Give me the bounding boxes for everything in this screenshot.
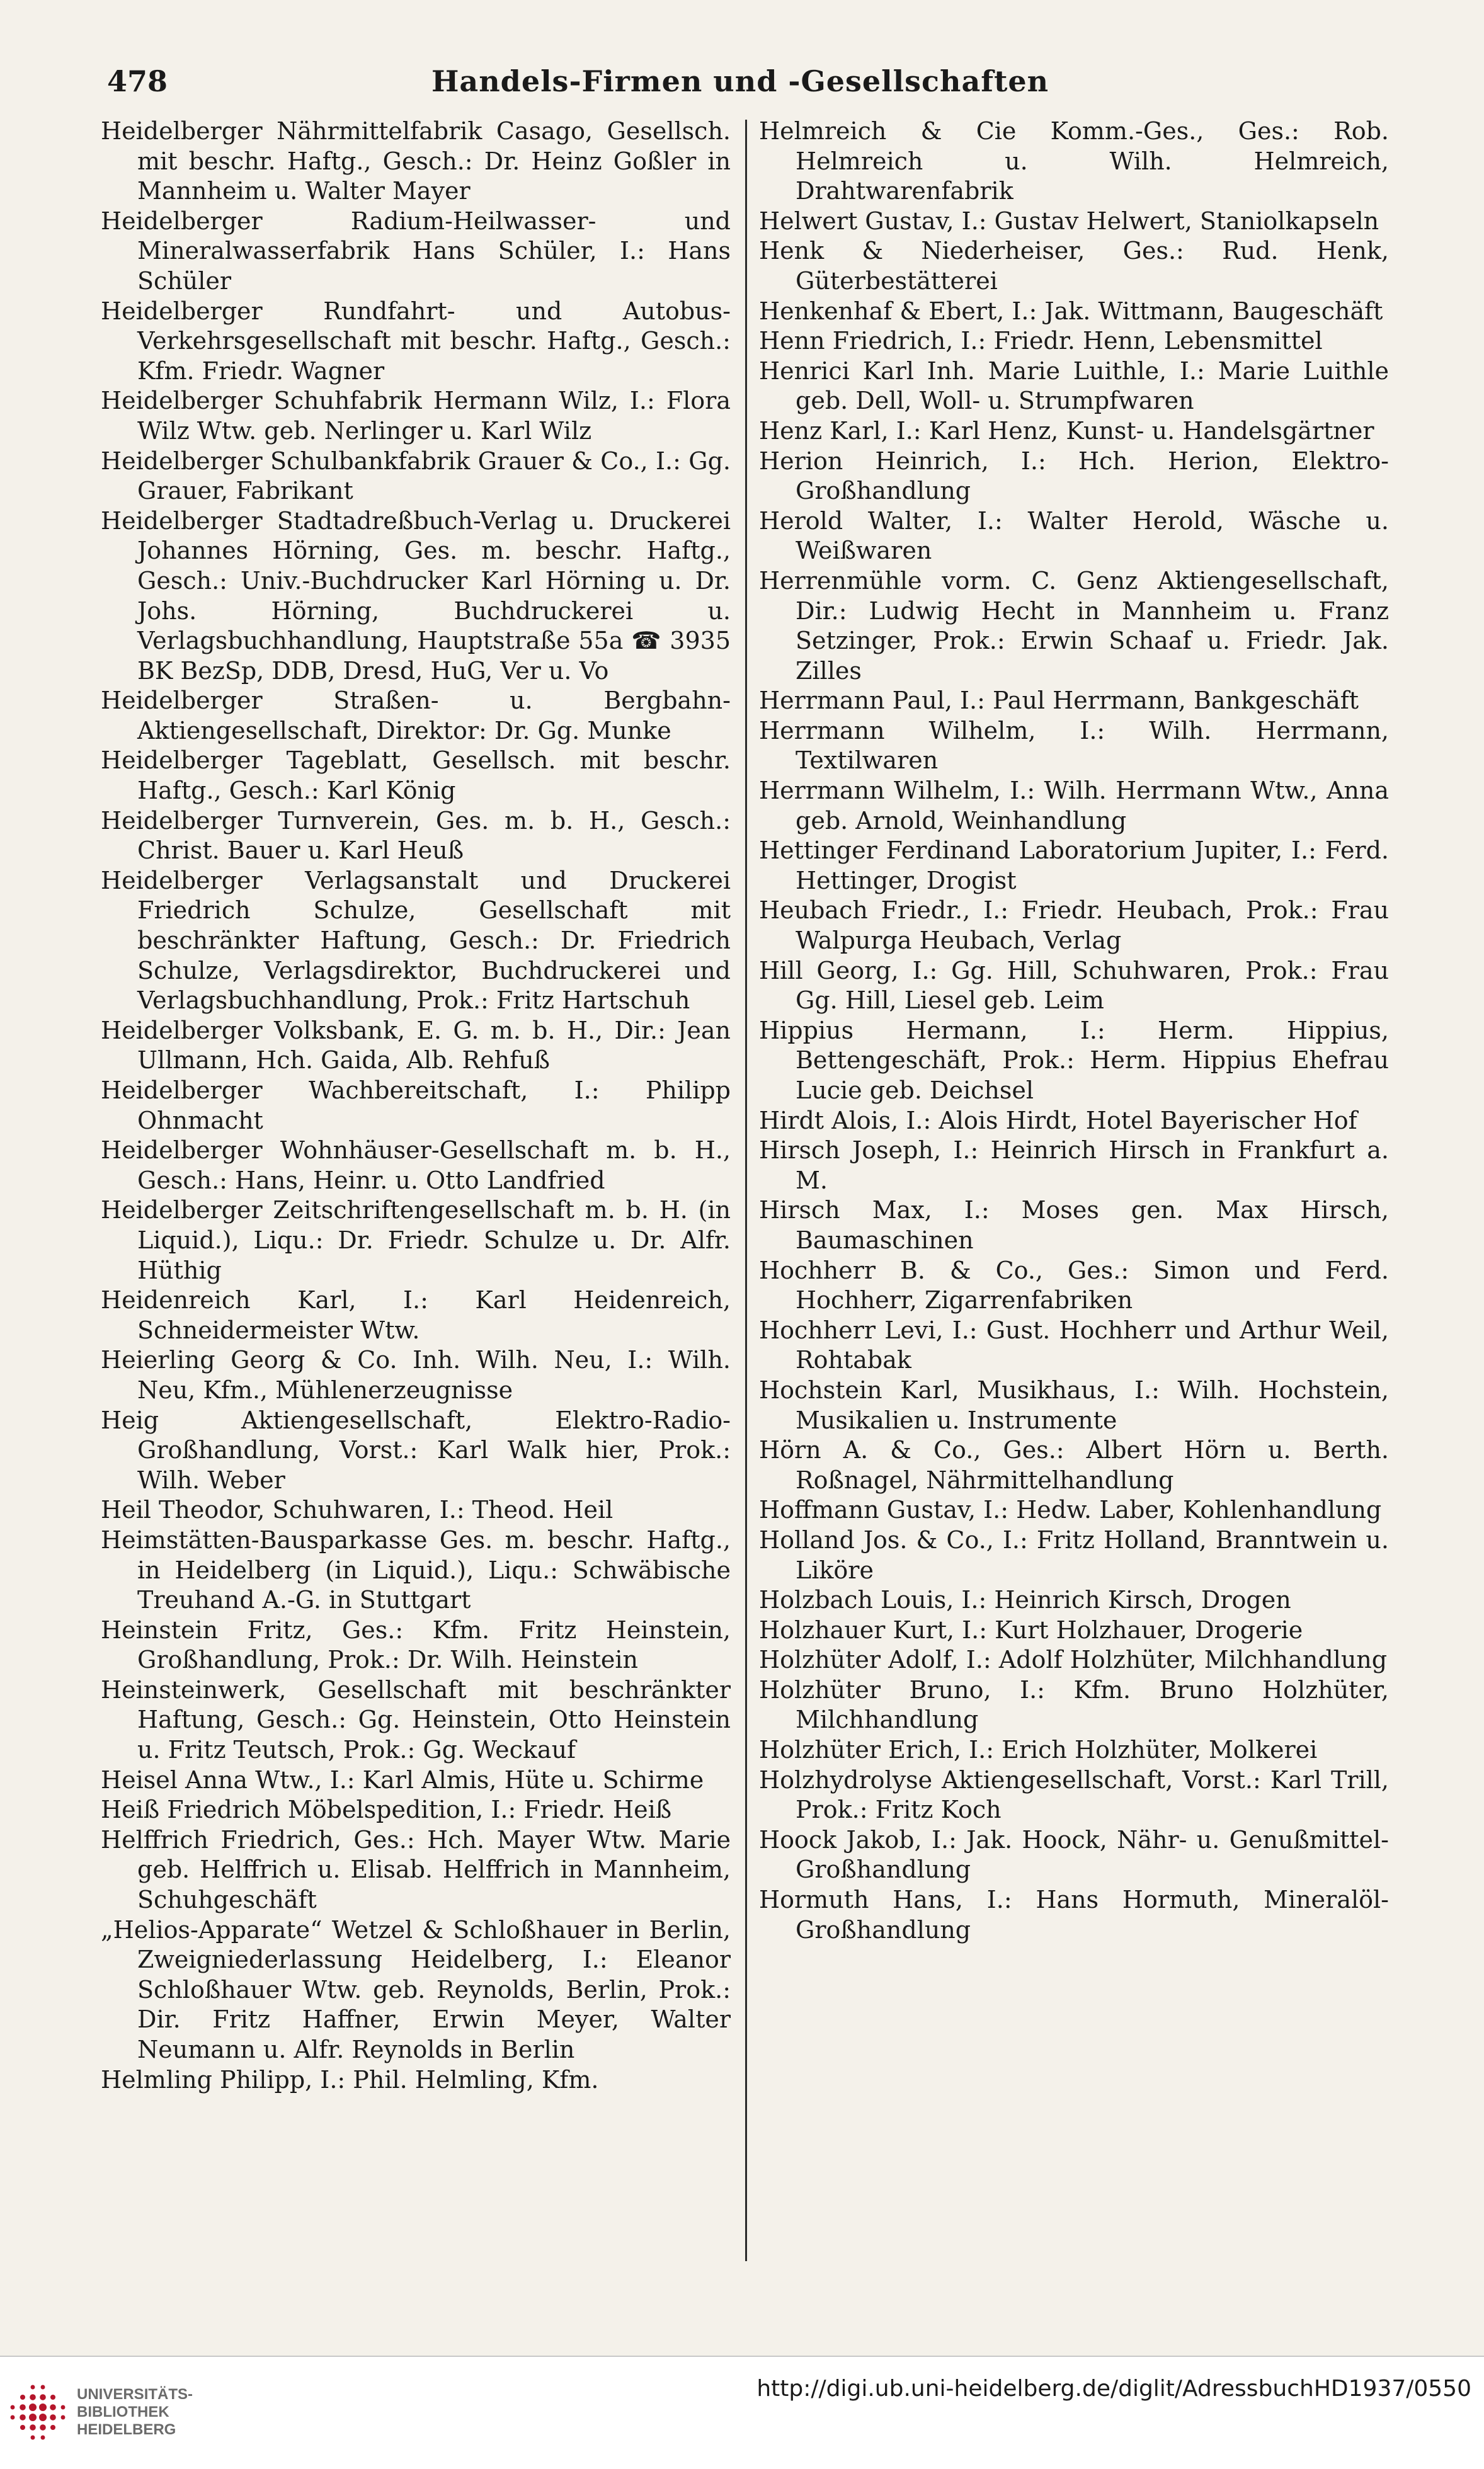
directory-entry: Heisel Anna Wtw., I.: Karl Almis, Hüte u. Schirme — [101, 1765, 704, 1794]
directory-entry: Heidenreich Karl, I.: Karl Heidenreich, Schneidermeister Wtw. — [101, 1286, 731, 1344]
directory-entry: Holzhauer Kurt, I.: Kurt Holzhauer, Drogerie — [759, 1616, 1303, 1644]
logo-dot — [39, 2403, 47, 2411]
directory-entry: Hettinger Ferdinand Laboratorium Jupiter, I.: Ferd. Hettinger, Drogist — [759, 836, 1389, 894]
directory-entry: Heiß Friedrich Möbelspedition, I.: Friedr. Heiß — [101, 1796, 672, 1824]
logo-dot — [31, 2385, 35, 2390]
directory-entry: Herion Heinrich, I.: Hch. Herion, Elektro-Großhandlung — [759, 447, 1389, 505]
directory-entry: Holzbach Louis, I.: Heinrich Kirsch, Drogen — [759, 1586, 1291, 1614]
directory-entry: Herrmann Wilhelm, I.: Wilh. Herrmann Wtw., Anna geb. Arnold, Weinhandlung — [759, 777, 1389, 835]
source-url-link[interactable]: http://digi.ub.uni-heidelberg.de/diglit/AdressbuchHD1937/0550 — [756, 2376, 1471, 2402]
directory-entry: Hill Georg, I.: Gg. Hill, Schuhwaren, Prok.: Frau Gg. Hill, Liesel geb. Leim — [759, 956, 1389, 1015]
directory-entry: Herrenmühle vorm. C. Genz Aktiengesellschaft, Dir.: Ludwig Hecht in Mannheim u. Franz Setzinger, Prok.: Erwin Schaaf u. Friedr. Jak. Zilles — [759, 566, 1389, 685]
logo-dot — [41, 2436, 45, 2440]
directory-entry: Helwert Gustav, I.: Gustav Helwert, Staniolkapseln — [759, 207, 1379, 235]
logo-dot — [61, 2405, 66, 2410]
logo-dot — [40, 2424, 46, 2431]
directory-entry: Henkenhaf & Ebert, I.: Jak. Wittmann, Baugeschäft — [759, 297, 1383, 325]
running-title: Handels-Firmen und -Gesellschaften — [431, 64, 1049, 98]
directory-entry: Hirsch Max, I.: Moses gen. Max Hirsch, Baumaschinen — [759, 1196, 1389, 1254]
directory-entry: Hochherr B. & Co., Ges.: Simon und Ferd. Hochherr, Zigarrenfabriken — [759, 1256, 1389, 1314]
logo-dot — [20, 2404, 26, 2410]
page-number: 478 — [107, 64, 168, 98]
logo-dot — [29, 2414, 37, 2421]
directory-entry: Heidelberger Volksbank, E. G. m. b. H., Dir.: Jean Ullmann, Hch. Gaida, Alb. Rehfuß — [101, 1016, 731, 1075]
logo-line: BIBLIOTHEK — [77, 2403, 169, 2421]
directory-entry: Heig Aktiengesellschaft, Elektro-Radio-Großhandlung, Vorst.: Karl Walk hier, Prok.: Wilh. Weber — [101, 1406, 731, 1494]
directory-entry: Heidelberger Wachbereitschaft, I.: Philipp Ohnmacht — [101, 1076, 731, 1134]
logo-dot — [30, 2424, 36, 2431]
logo-dot — [30, 2394, 36, 2400]
directory-entry: Heidelberger Wohnhäuser-Gesellschaft m. b. H., Gesch.: Hans, Heinr. u. Otto Landfried — [101, 1136, 731, 1194]
directory-entry: Henrici Karl Inh. Marie Luithle, I.: Marie Luithle geb. Dell, Woll- u. Strumpfwaren — [759, 356, 1389, 415]
logo-dot — [20, 2395, 25, 2400]
directory-entry: Hochstein Karl, Musikhaus, I.: Wilh. Hochstein, Musikalien u. Instrumente — [759, 1376, 1389, 1434]
logo-dot — [20, 2414, 26, 2421]
logo-dot — [11, 2405, 15, 2410]
directory-entry: Holzhüter Bruno, I.: Kfm. Bruno Holzhüter, Milchhandlung — [759, 1675, 1389, 1734]
directory-entry: Herold Walter, I.: Walter Herold, Wäsche u. Weißwaren — [759, 506, 1389, 565]
logo-dot — [61, 2415, 66, 2420]
directory-entry: Heubach Friedr., I.: Friedr. Heubach, Prok.: Frau Walpurga Heubach, Verlag — [759, 896, 1389, 955]
footer-bar — [0, 2356, 1484, 2469]
left-column — [101, 117, 731, 2283]
logo-dot — [41, 2385, 45, 2390]
directory-entry: Heidelberger Radium-Heilwasser- und Mineralwasserfabrik Hans Schüler, I.: Hans Schüler — [101, 207, 731, 295]
directory-entry: Heidelberger Tageblatt, Gesellsch. mit beschr. Haftg., Gesch.: Karl König — [101, 746, 731, 805]
directory-entry: Heidelberger Schulbankfabrik Grauer & Co., I.: Gg. Grauer, Fabrikant — [101, 447, 731, 505]
library-logo[interactable] — [6, 2381, 195, 2450]
directory-entry: Heidelberger Turnverein, Ges. m. b. H., Gesch.: Christ. Bauer u. Karl Heuß — [101, 806, 731, 865]
directory-entry: Helmreich & Cie Komm.-Ges., Ges.: Rob. Helmreich u. Wilh. Helmreich, Drahtwarenfabrik — [759, 117, 1389, 205]
logo-dot — [39, 2414, 47, 2421]
column-divider — [745, 120, 747, 2261]
right-column — [759, 117, 1389, 2283]
library-logo-text — [77, 2386, 197, 2439]
directory-entry: Hippius Hermann, I.: Herm. Hippius, Bettengeschäft, Prok.: Herm. Hippius Ehefrau Lucie geb. Deichsel — [759, 1016, 1389, 1104]
directory-entry: Heidelberger Schuhfabrik Hermann Wilz, I.: Flora Wilz Wtw. geb. Nerlinger u. Karl Wilz — [101, 387, 731, 445]
directory-entry: Holzhüter Erich, I.: Erich Holzhüter, Molkerei — [759, 1736, 1318, 1764]
logo-dot — [50, 2414, 56, 2421]
directory-entry: Heidelberger Rundfahrt- und Autobus-Verkehrsgesellschaft mit beschr. Haftg., Gesch.: Kfm. Friedr. Wagner — [101, 297, 731, 385]
directory-entry: Holzhydrolyse Aktiengesellschaft, Vorst.: Karl Trill, Prok.: Fritz Koch — [759, 1765, 1389, 1824]
directory-entry: Holland Jos. & Co., I.: Fritz Holland, Branntwein u. Liköre — [759, 1525, 1389, 1584]
directory-entry: Herrmann Wilhelm, I.: Wilh. Herrmann, Textilwaren — [759, 716, 1389, 775]
page-header — [94, 60, 1386, 111]
directory-entry: Heinstein Fritz, Ges.: Kfm. Fritz Heinstein, Großhandlung, Prok.: Dr. Wilh. Heinstein — [101, 1616, 731, 1674]
library-logo-icon — [6, 2381, 69, 2444]
directory-entry: Heidelberger Verlagsanstalt und Druckerei Friedrich Schulze, Gesellschaft mit beschränkter Haftung, Gesch.: Dr. Friedrich Schulze, Verlagsdirektor, Buchdruckerei und Verlagsbuchhandlung, Prok.: Fritz Hartschuh — [101, 866, 731, 1015]
directory-entry: Helmling Philipp, I.: Phil. Helmling, Kfm. — [101, 2065, 599, 2094]
directory-entry: Heierling Georg & Co. Inh. Wilh. Neu, I.: Wilh. Neu, Kfm., Mühlenerzeugnisse — [101, 1346, 731, 1404]
directory-entry: Holzhüter Adolf, I.: Adolf Holzhüter, Milchhandlung — [759, 1646, 1388, 1674]
directory-entry: Heidelberger Nährmittelfabrik Casago, Gesellsch. mit beschr. Haftg., Gesch.: Dr. Heinz Goßler in Mannheim u. Walter Mayer — [101, 117, 731, 205]
directory-entry: Henk & Niederheiser, Ges.: Rud. Henk, Güterbestätterei — [759, 237, 1389, 295]
logo-dot — [11, 2415, 15, 2420]
logo-dot — [29, 2403, 37, 2411]
logo-line: UNIVERSITÄTS- — [77, 2386, 193, 2403]
logo-dot — [50, 2395, 55, 2400]
directory-entry: Hörn A. & Co., Ges.: Albert Hörn u. Berth. Roßnagel, Nährmittelhandlung — [759, 1436, 1389, 1494]
logo-dot — [50, 2404, 56, 2410]
directory-entry: Herrmann Paul, I.: Paul Herrmann, Bankgeschäft — [759, 687, 1359, 715]
directory-entry: Henz Karl, I.: Karl Henz, Kunst- u. Handelsgärtner — [759, 416, 1374, 445]
directory-entry: Hoffmann Gustav, I.: Hedw. Laber, Kohlenhandlung — [759, 1496, 1382, 1524]
directory-entry: Hoock Jakob, I.: Jak. Hoock, Nähr- u. Genußmittel-Großhandlung — [759, 1825, 1389, 1884]
logo-dot — [20, 2425, 25, 2430]
directory-entry: Hochherr Levi, I.: Gust. Hochherr und Arthur Weil, Rohtabak — [759, 1316, 1389, 1374]
directory-entry: Heidelberger Zeitschriftengesellschaft m. b. H. (in Liquid.), Liqu.: Dr. Friedr. Schulze u. Dr. Alfr. Hüthig — [101, 1196, 731, 1284]
directory-entry: Hirdt Alois, I.: Alois Hirdt, Hotel Bayerischer Hof — [759, 1106, 1357, 1134]
logo-dot — [50, 2425, 55, 2430]
logo-line: HEIDELBERG — [77, 2421, 176, 2438]
directory-entry: Hirsch Joseph, I.: Heinrich Hirsch in Frankfurt a. M. — [759, 1136, 1389, 1194]
directory-entry: Heidelberger Straßen- u. Bergbahn-Aktiengesellschaft, Direktor: Dr. Gg. Munke — [101, 687, 731, 744]
directory-entry: Hormuth Hans, I.: Hans Hormuth, Mineralöl-Großhandlung — [759, 1886, 1389, 1944]
directory-entry: Henn Friedrich, I.: Friedr. Henn, Lebensmittel — [759, 327, 1323, 355]
directory-entry: Heimstätten-Bausparkasse Ges. m. beschr. Haftg., in Heidelberg (in Liquid.), Liqu.: Schwäbische Treuhand A.-G. in Stuttgart — [101, 1525, 731, 1614]
logo-dot — [40, 2394, 46, 2400]
directory-entry: Heil Theodor, Schuhwaren, I.: Theod. Heil — [101, 1496, 614, 1524]
directory-entry: Heinsteinwerk, Gesellschaft mit beschränkter Haftung, Gesch.: Gg. Heinstein, Otto Heinstein u. Fritz Teutsch, Prok.: Gg. Weckauf — [101, 1675, 731, 1764]
logo-dot — [31, 2436, 35, 2440]
directory-entry: Heidelberger Stadtadreßbuch-Verlag u. Druckerei Johannes Hörning, Ges. m. beschr. Haftg., Gesch.: Univ.-Buchdrucker Karl Hörning u. Dr. Johs. Hörning, Buchdruckerei u. Verlagsbuchhandlung, Hauptstraße 55a ☎ 3935 BK BezSp, DDB, Dresd, HuG, Ver u. Vo — [101, 506, 731, 685]
directory-entry: „Helios-Apparate“ Wetzel & Schloßhauer in Berlin, Zweigniederlassung Heidelberg, I.: Eleanor Schloßhauer Wtw. geb. Reynolds, Berlin, Prok.: Dir. Fritz Haffner, Erwin Meyer, Walter Neumann u. Alfr. Reynolds in Berlin — [101, 1915, 731, 2063]
directory-entry: Helffrich Friedrich, Ges.: Hch. Mayer Wtw. Marie geb. Helffrich u. Elisab. Helffrich in Mannheim, Schuhgeschäft — [101, 1825, 731, 1914]
